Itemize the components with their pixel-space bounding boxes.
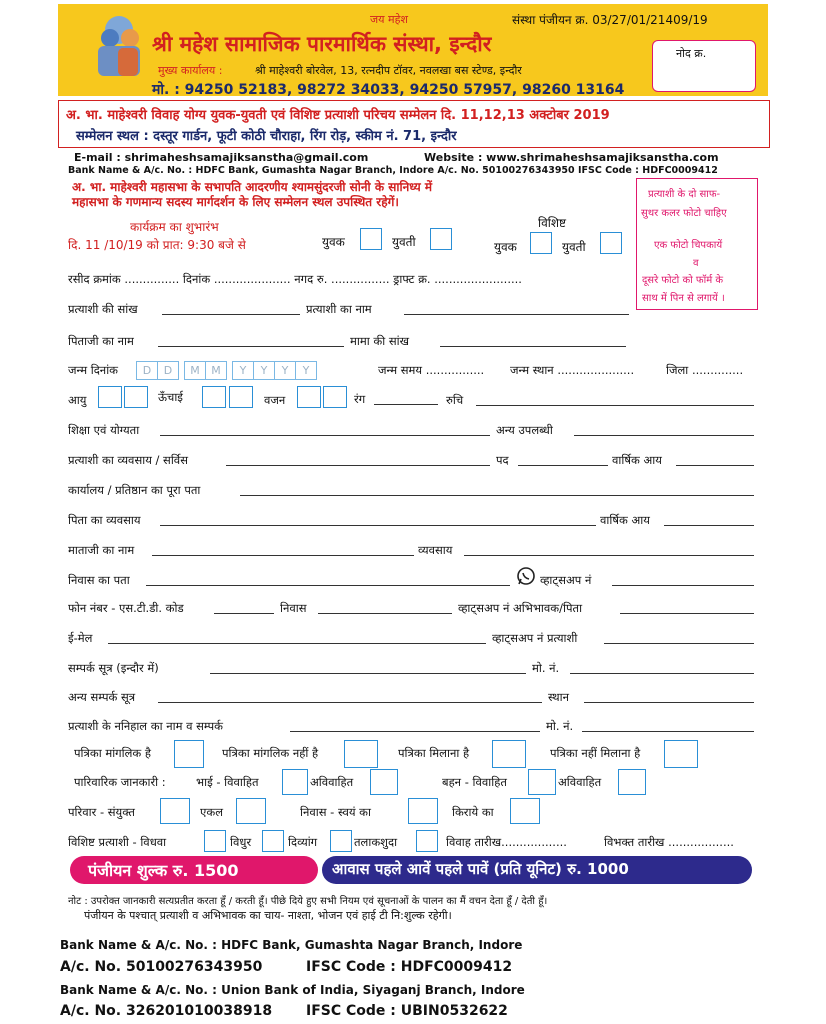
single-checkbox[interactable] (236, 798, 266, 824)
father-name-field[interactable] (158, 346, 344, 347)
vishisht-yuvati-checkbox[interactable] (600, 232, 622, 254)
age-box[interactable] (124, 386, 148, 408)
father-occupation-field[interactable] (160, 525, 596, 526)
widow-checkbox[interactable] (204, 830, 226, 852)
residence-own-checkbox[interactable] (408, 798, 438, 824)
bank2-name: Bank Name & A/c. No. : Union Bank of India, Siyaganj Branch, Indore (60, 983, 525, 997)
vishisht-yuvak-checkbox[interactable] (530, 232, 552, 254)
widower-label: विधुर (230, 835, 252, 849)
office-address: श्री माहेश्वरी बोरवेल, 13, रत्नदीप टॉवर, नवलखा बस स्टेण्ड, इन्दौर (255, 64, 522, 77)
manglik-checkbox[interactable] (174, 740, 204, 768)
residence-label: निवास का पता (68, 573, 130, 587)
residence-field[interactable] (146, 585, 510, 586)
yuvak-label: युवक (322, 235, 345, 249)
notice-line1: अ. भा. माहेश्वरी महासभा के सभापति आदरणीय श्यामसुंदरजी सोनी के सानिध्य में (72, 180, 433, 194)
other-contact-field[interactable] (158, 702, 542, 703)
contact-email[interactable]: E-mail : shrimaheshsamajiksanstha@gmail.com (74, 151, 369, 164)
mobile-no2-label: मो. नं. (546, 719, 574, 733)
post-field[interactable] (518, 465, 608, 466)
photo-note-4: व (693, 258, 699, 269)
contact-website[interactable]: Website : www.shrimaheshsamajiksanstha.com (424, 151, 719, 164)
education-label: शिक्षा एवं योग्यता (68, 423, 140, 437)
height-box[interactable] (229, 386, 253, 408)
place-field[interactable] (584, 702, 754, 703)
photo-note-3: एक फोटो चिपकायें (654, 240, 723, 251)
no-match-label: पत्रिका नहीं मिलाना है (550, 746, 641, 760)
education-field[interactable] (160, 435, 490, 436)
complexion-label: रंग (354, 392, 366, 406)
family-info-label: पारिवारिक जानकारी : (74, 775, 166, 789)
bank1-account: A/c. No. 50100276343950 (60, 959, 263, 975)
event-title: अ. भा. माहेश्वरी विवाह योग्य युवक-युवती एवं विशिष्ट प्रत्याशी परिचय सम्मेलन दि. 11,12,13 अक्टोबर 2019 (66, 108, 610, 123)
whatsapp-field[interactable] (612, 585, 754, 586)
dob-box[interactable]: Y (274, 361, 296, 380)
dob-box[interactable]: Y (232, 361, 254, 380)
other-achievement-field[interactable] (574, 435, 754, 436)
marriage-date[interactable]: विवाह तारीख.................. (446, 835, 567, 849)
jai-mahesh: जय महेश (370, 13, 408, 26)
sister-unmarried-checkbox[interactable] (618, 769, 646, 795)
match-checkbox[interactable] (492, 740, 526, 768)
phone-res-label: निवास (280, 601, 307, 615)
dob-box[interactable]: M (184, 361, 206, 380)
yuvak-checkbox[interactable] (360, 228, 382, 250)
disabled-label: दिव्यांग (288, 835, 318, 849)
nod-label: नोद क्र. (676, 47, 707, 60)
name-field[interactable] (404, 314, 629, 315)
mobile-no2-field[interactable] (582, 731, 754, 732)
declaration-line1: नोट : उपरोक्त जानकारी सत्यप्रतीत करता हूँ / करती हूँ। पीछे दिये हुए सभी नियम एवं सूचनाओं के पालन का मैं वचन देता हूँ / देती हूँ। (68, 896, 548, 907)
sister-unmarried-label: अविवाहित (558, 775, 602, 789)
phone-res-field[interactable] (318, 613, 452, 614)
father-name-label: पिताजी का नाम (68, 334, 134, 348)
height-label: ऊँचाई (158, 390, 183, 404)
divorced-checkbox[interactable] (416, 830, 438, 852)
other-achievement-label: अन्य उपलब्धी (496, 423, 553, 437)
mobile-no-label: मो. नं. (532, 661, 560, 675)
whatsapp-label: व्हाट्सअप नं (540, 573, 592, 587)
mobile-numbers: मो. : 94250 52183, 98272 34033, 94250 57957, 98260 13164 (152, 82, 625, 98)
whatsapp-guardian-field[interactable] (620, 613, 754, 614)
photo-note-5: दूसरे फोटो को फॉर्म के (642, 275, 724, 286)
photo-note-2: सुथर कलर फोटो चाहिए (641, 208, 727, 219)
district[interactable]: जिला .............. (666, 363, 744, 377)
special-label: विशिष्ट प्रत्याशी - विधवा (68, 835, 167, 849)
family-joint-checkbox[interactable] (160, 798, 190, 824)
maternal-label: प्रत्याशी के ननिहाल का नाम व सम्पर्क (68, 719, 223, 733)
interest-label: रुचि (446, 393, 464, 407)
residence-own-label: निवास - स्वयं का (300, 805, 371, 819)
sakh-field[interactable] (162, 314, 300, 315)
whatsapp-candidate-label: व्हाट्सअप नं प्रत्याशी (492, 631, 578, 645)
contact-indore-label: सम्पर्क सूत्र (इन्दौर में) (68, 661, 159, 675)
event-venue: सम्मेलन स्थल : दस्तूर गार्डन, फूटी कोठी चौराहा, रिंग रोड़, स्कीम नं. 71, इन्दौर (76, 129, 457, 144)
annual-income2-field[interactable] (664, 525, 754, 526)
family-joint-label: परिवार - संयुक्त (68, 805, 135, 819)
dob-boxes[interactable] (136, 359, 316, 380)
sakh-label: प्रत्याशी की सांख (68, 302, 138, 316)
height-box[interactable] (202, 386, 226, 408)
annual-income-label: वार्षिक आय (612, 453, 662, 467)
weight-label: वजन (264, 393, 286, 407)
name-label: प्रत्याशी का नाम (306, 302, 372, 316)
birth-place[interactable]: जन्म स्थान ..................... (510, 363, 635, 377)
brother-unmarried-checkbox[interactable] (370, 769, 398, 795)
photo-note-6: साथ में पिन से लगायें । (642, 293, 725, 304)
brother-unmarried-label: अविवाहित (310, 775, 354, 789)
mobile-no-field[interactable] (570, 673, 754, 674)
mother-occupation-field[interactable] (464, 555, 754, 556)
occupation-field[interactable] (226, 465, 490, 466)
vishisht-yuvak-label: युवक (494, 240, 517, 254)
whatsapp-guardian-label: व्हाट्सअप नं अभिभावक/पिता (458, 601, 583, 615)
program-title: कार्यक्रम का शुभारंभ (130, 220, 219, 234)
age-box[interactable] (98, 386, 122, 408)
bank2-account: A/c. No. 326201010038918 (60, 1003, 273, 1019)
notice-line2: महासभा के गणमान्य सदस्य मार्गदर्शन के लिए सम्मेलन स्थल उपस्थित रहेगें। (72, 195, 399, 209)
registration-fee: पंजीयन शुल्क रु. 1500 (88, 861, 239, 880)
sister-married-checkbox[interactable] (528, 769, 556, 795)
mama-sakh-field[interactable] (440, 346, 626, 347)
accommodation-fee: आवास पहले आवें पहले पावें (प्रति यूनिट) रु. 1000 (332, 860, 629, 878)
weight-box[interactable] (297, 386, 321, 408)
declaration-line2: पंजीयन के पश्चात् प्रत्याशी व अभिभावक का चाय- नाश्ता, भोजन एवं हाई टी नि:शुल्क रहेगी। (84, 909, 452, 922)
mother-name-field[interactable] (152, 555, 414, 556)
sister-married-label: बहन - विवाहित (442, 775, 507, 789)
program-date: दि. 11 /10/19 को प्रात: 9:30 बजे से (68, 238, 246, 252)
complexion-field[interactable] (374, 404, 438, 405)
other-contact-label: अन्य सम्पर्क सूत्र (68, 690, 136, 704)
age-label: आयु (68, 393, 87, 407)
deity-image (88, 12, 150, 82)
mama-sakh-label: मामा की सांख (350, 334, 409, 348)
bank1-name: Bank Name & A/c. No. : HDFC Bank, Gumashta Nagar Branch, Indore (60, 938, 523, 952)
maternal-field[interactable] (290, 731, 540, 732)
yuvati-label: युवती (392, 235, 416, 249)
separation-date[interactable]: विभक्त तारीख .................. (604, 835, 734, 849)
whatsapp-icon (516, 566, 536, 586)
dob-label: जन्म दिनांक (68, 363, 119, 377)
phone-label: फोन नंबर - एस.टी.डी. कोड (68, 601, 184, 615)
dob-box[interactable]: Y (253, 361, 275, 380)
brother-married-label: भाई - विवाहित (196, 775, 259, 789)
rented-label: किराये का (452, 805, 494, 819)
bank1-ifsc: IFSC Code : HDFC0009412 (306, 959, 513, 975)
rented-checkbox[interactable] (510, 798, 540, 824)
bank2-ifsc: IFSC Code : UBIN0532622 (306, 1003, 508, 1019)
widower-checkbox[interactable] (262, 830, 284, 852)
brother-married-checkbox[interactable] (282, 769, 308, 795)
office-label: मुख्य कार्यालय : (158, 64, 223, 77)
mother-occupation-label: व्यवसाय (418, 543, 453, 557)
vishisht-yuvati-label: युवती (562, 240, 586, 254)
disabled-checkbox[interactable] (330, 830, 352, 852)
no-match-checkbox[interactable] (664, 740, 698, 768)
office-address-field[interactable] (240, 495, 754, 496)
match-label: पत्रिका मिलाना है (398, 746, 470, 760)
photo-note-1: प्रत्याशी के दो साफ- (648, 189, 721, 200)
contact-indore-field[interactable] (210, 673, 526, 674)
org-name: श्री महेश सामाजिक पारमार्थिक संस्था, इन्दौर (152, 32, 492, 56)
receipt-row[interactable]: रसीद क्रमांक ............... दिनांक ..................... नगद रु. ................ ड्राफ्ट क्र. ........................ (68, 272, 522, 286)
yuvati-checkbox[interactable] (430, 228, 452, 250)
email-label: ई-मेल (68, 631, 93, 645)
dob-box[interactable]: D (136, 361, 158, 380)
annual-income2-label: वार्षिक आय (600, 513, 650, 527)
whatsapp-candidate-field[interactable] (604, 643, 754, 644)
mother-name-label: माताजी का नाम (68, 543, 135, 557)
annual-income-field[interactable] (676, 465, 754, 466)
not-manglik-label: पत्रिका मांगलिक नहीं है (222, 746, 319, 760)
office-address-label: कार्यालय / प्रतिष्ठान का पूरा पता (68, 483, 201, 497)
dob-box[interactable]: M (205, 361, 227, 380)
contact-bank-line: Bank Name & A/c. No. : HDFC Bank, Gumashta Nagar Branch, Indore A/c. No. 50100276343950 IFSC Code : HDFC0009412 (68, 165, 718, 176)
single-label: एकल (200, 805, 223, 819)
occupation-label: प्रत्याशी का व्यवसाय / सर्विस (68, 453, 188, 467)
dob-box[interactable]: Y (295, 361, 317, 380)
father-occupation-label: पिता का व्यवसाय (68, 513, 141, 527)
divorced-label: तलाकशुदा (354, 835, 398, 849)
std-code-field[interactable] (214, 613, 274, 614)
birth-time[interactable]: जन्म समय ................ (378, 363, 485, 377)
not-manglik-checkbox[interactable] (344, 740, 378, 768)
email-field[interactable] (108, 643, 486, 644)
vishisht-label: विशिष्ट (538, 216, 567, 230)
interest-field[interactable] (476, 405, 754, 406)
registration-number: संस्था पंजीयन क्र. 03/27/01/21409/19 (512, 13, 708, 27)
weight-box[interactable] (323, 386, 347, 408)
manglik-label: पत्रिका मांगलिक है (74, 746, 152, 760)
post-label: पद (496, 453, 509, 467)
place-label: स्थान (548, 690, 569, 704)
dob-box[interactable]: D (157, 361, 179, 380)
